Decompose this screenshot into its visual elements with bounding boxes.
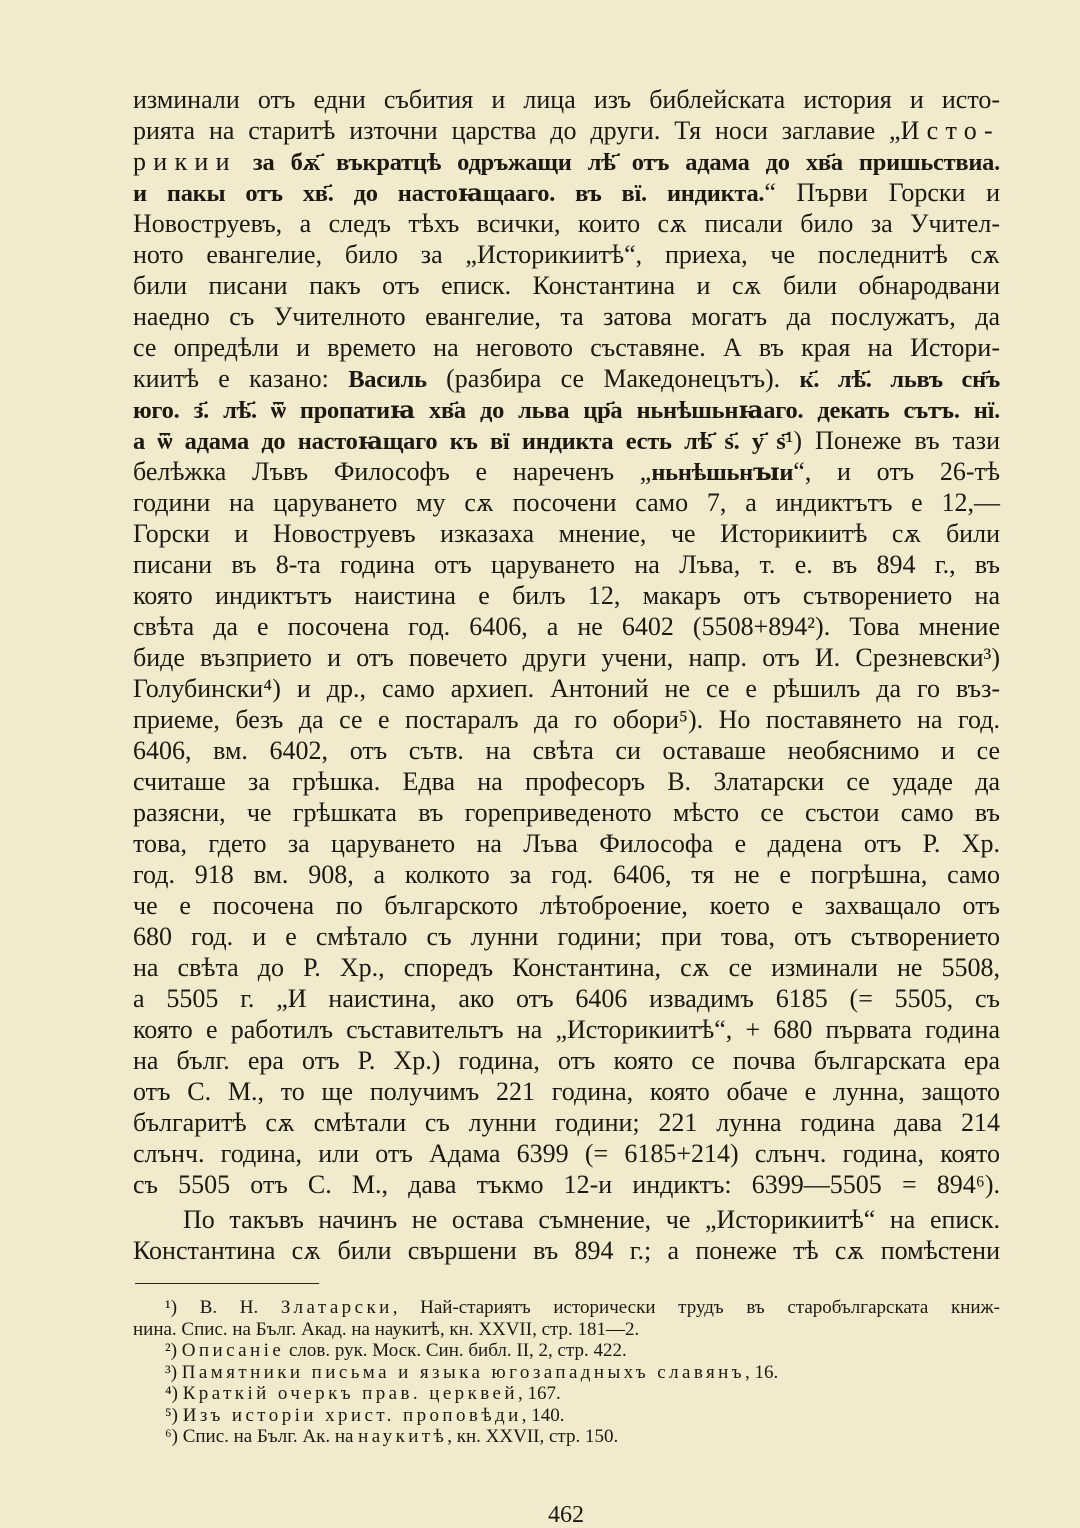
paragraph-new (133, 1204, 1000, 1266)
text-line (133, 549, 1000, 580)
paragraph-continued (133, 84, 1000, 1200)
text-run: а 5505 г. „И наистина, ако отъ 6406 извадимъ 6185 (= 5505, съ (133, 984, 1000, 1013)
text-line (133, 983, 1000, 1014)
text-run: (разбира се Македонецътъ). (426, 364, 800, 393)
text-run: , 140. (521, 1404, 565, 1426)
text-run: , кн. XXVII, стр. 150. (447, 1426, 619, 1447)
text-line (133, 487, 1000, 518)
letter-spaced-text: Златарски (280, 1297, 393, 1318)
text-run: години на царуването му сѫ посочени само 7, а индиктътъ е 12,— (133, 488, 1000, 517)
text-run: българитѣ сѫ смѣтали съ лунни години; 221 лунна година дава 214 (133, 1108, 1000, 1137)
text-line (133, 611, 1000, 642)
letter-spaced-text: Памятники письма и языка югозападныхъ славянъ (181, 1361, 746, 1383)
letter-spaced-text: Краткiй очеркъ прав. церквей (182, 1383, 518, 1404)
text-run: която е работилъ съставительтъ на „Историкиитѣ“, + 680 първата година (133, 1015, 1000, 1044)
text-run: ²) (165, 1340, 182, 1361)
footnote-line (133, 1426, 1000, 1448)
text-line (133, 456, 1000, 487)
letter-spaced-text: Исто- (900, 116, 1000, 145)
footnote-line (133, 1405, 1000, 1427)
page-number: 462 (548, 1502, 584, 1528)
text-run: отъ С. М., то ще получимъ 221 година, която обаче е лунна, защото (133, 1077, 1000, 1106)
text-run: наедно съ Учителното евангелие, та затова могатъ да послужатъ, да (133, 302, 1000, 331)
text-line (133, 735, 1000, 766)
text-line (133, 270, 1000, 301)
text-run: год. 918 вм. 908, а колкото за год. 6406, тя не е погрѣшна, само (133, 860, 1000, 889)
text-run: , Най-стариятъ исторически трудъ въ старобългарската книж- (392, 1297, 1000, 1318)
church-slavonic-text: ньнѣшьнꙑи (651, 459, 794, 486)
text-run: считаше за грѣшка. Едва на професоръ В. Златарски се удаде да (133, 767, 1000, 796)
text-line (133, 208, 1000, 239)
main-text (133, 84, 1000, 1266)
text-run: биде възприето и отъ повечето други учени, напр. отъ И. Срезневски³) (133, 643, 1000, 672)
text-line (133, 859, 1000, 890)
text-line (133, 921, 1000, 952)
text-line (133, 580, 1000, 611)
footnote-line (133, 1362, 1000, 1384)
footnotes (133, 1297, 1000, 1448)
text-run: Голубински⁴) и др., само архиеп. Антоний не се е рѣшилъ да го въз- (133, 674, 1000, 703)
text-run: По такъвъ начинъ не остава съмнение, че „Историкиитѣ“ на еписк. (183, 1205, 1000, 1234)
text-run: ¹) В. Н. (165, 1297, 281, 1318)
letter-spaced-text: Описанiе (181, 1340, 285, 1361)
text-line (133, 1169, 1000, 1200)
text-line (133, 673, 1000, 704)
text-line (133, 1045, 1000, 1076)
text-run: били писани пакъ отъ еписк. Константина и сѫ били обнародвани (133, 271, 1000, 300)
text-run: киитѣ е казано: (133, 364, 349, 393)
text-run: рията на старитѣ източни царства до други. Тя носи заглавие „ (133, 116, 901, 145)
text-run: се опредѣли и времето на неговото съставяне. А въ края на Истори- (133, 333, 1000, 362)
church-slavonic-text: Василь (348, 366, 427, 393)
text-run: , 167. (517, 1383, 561, 1404)
text-run: ³) (165, 1361, 182, 1383)
text-line (133, 363, 1000, 394)
text-run: на бълг. ера отъ Р. Хр.) година, отъ която се почва българската ера (133, 1046, 1000, 1075)
text-run: ното евангелие, било за „Историкиитѣ“, приеха, че последнитѣ сѫ (133, 240, 1000, 269)
footnote-line (133, 1319, 1000, 1341)
text-line (133, 425, 1000, 456)
text-run: слънч. година, или отъ Адама 6399 (= 6185+214) слънч. година, която (133, 1139, 1000, 1168)
text-run: слов. рук. Моск. Син. библ. II, 2, стр. 422. (284, 1340, 627, 1361)
text-line (133, 239, 1000, 270)
text-line (133, 146, 1000, 177)
text-run: 6406, вм. 6402, отъ сътв. на свѣта си оставаше необяснимо и се (133, 736, 1000, 765)
church-slavonic-text: к҃. лѣ҃. львъ сн҃ъ (799, 366, 1000, 393)
text-line (133, 890, 1000, 921)
text-line (133, 1235, 1000, 1266)
text-run: Константина сѫ били свършени въ 894 г.; а понеже тѣ сѫ помѣстени (133, 1236, 1000, 1265)
text-run: съ 5505 отъ С. М., дава тъкмо 12-и индиктъ: 6399—5505 = 894⁶). (133, 1170, 1000, 1199)
footnote-separator (135, 1283, 319, 1284)
text-run: Горски и Новоструевъ изказаха мнение, че Историкиитѣ сѫ били (133, 519, 1000, 548)
text-line (133, 518, 1000, 549)
text-line (133, 1076, 1000, 1107)
text-run: свѣта да е посочена год. 6406, а не 6402 (5508+894²). Това мнение (133, 612, 1000, 641)
footnote-line (133, 1383, 1000, 1405)
text-run: ⁵) (165, 1404, 183, 1426)
text-line (133, 952, 1000, 983)
text-run: ⁴) (165, 1383, 183, 1404)
text-line (133, 177, 1000, 208)
text-line (133, 332, 1000, 363)
church-slavonic-text: а ѿ адама до настоꙗщаго къ вї индикта есть лѣ҃ ѕ҃. у҃ ѕ҃ (133, 428, 786, 455)
text-run: това, гдето за царуването на Лъва Философа е дадена отъ Р. Хр. (133, 829, 1000, 858)
text-line (133, 1014, 1000, 1045)
text-run: разясни, че грѣшката въ гореприведеното мѣсто се състои само въ (133, 798, 1000, 827)
text-run: писани въ 8-та година отъ царуването на Лъва, т. е. въ 894 г., въ (133, 550, 1000, 579)
text-run: приеме, безъ да се е постаралъ да го обори⁵). Но поставянето на год. (133, 705, 1000, 734)
text-run: ⁶) Спис. на Бълг. Ак. на (165, 1426, 359, 1447)
text-run: , 16. (745, 1361, 779, 1383)
text-run: Новоструевъ, а следъ тѣхъ всички, които сѫ писали било за Учител- (133, 209, 1000, 238)
text-line (133, 766, 1000, 797)
text-line (133, 115, 1000, 146)
text-line (133, 394, 1000, 425)
text-line (133, 704, 1000, 735)
text-run: 680 год. и е смѣтало съ лунни години; при това, отъ сътворението (133, 922, 1000, 951)
text-line (133, 828, 1000, 859)
letter-spaced-text: рикии (133, 147, 237, 176)
text-line (133, 301, 1000, 332)
church-slavonic-text: за бѫ҃ въкратцѣ одръжащи лѣ҃ отъ адама до хв҃а пришьствиа. (236, 149, 1000, 176)
letter-spaced-text: Изъ исторiи христ. проповѣди (182, 1404, 522, 1426)
footnote-line (133, 1340, 1000, 1362)
text-run: белѣжка Лъвъ Философъ е нареченъ „ (133, 457, 652, 486)
letter-spaced-text: наукитѣ (358, 1426, 448, 1447)
text-line (133, 84, 1000, 115)
text-line (133, 642, 1000, 673)
church-slavonic-text: и пакы отъ хв҃. до настоꙗщааго. въ вї. индикта. (133, 180, 765, 207)
text-run: която индиктътъ наистина е билъ 12, макаръ отъ сътворението на (133, 581, 1000, 610)
text-run: нина. Спис. на Бълг. Акад. на наукитѣ, кн. XXVII, стр. 181—2. (133, 1318, 640, 1340)
text-run: ¹) Понеже въ тази (785, 426, 1000, 455)
text-run: на свѣта до Р. Хр., споредъ Константина, сѫ се изминали не 5508, (133, 953, 1000, 982)
church-slavonic-text: юго. з҃. лѣ҃. ѿ пропатиꙗ хв҃а до льва цр҃а ньнѣшьнꙗаго. декать сътъ. нї. (133, 397, 1000, 424)
text-line (133, 1204, 1000, 1235)
text-run: изминали отъ едни събития и лица изъ библейската история и исто- (133, 85, 1000, 114)
text-line (133, 1138, 1000, 1169)
text-line (133, 1107, 1000, 1138)
text-run: “ Първи Горски и (764, 178, 1001, 207)
text-line (133, 797, 1000, 828)
footnote-line (133, 1297, 1000, 1319)
text-run: че е посочена по българското лѣтоброение, което е захващало отъ (133, 891, 1000, 920)
text-run: “, и отъ 26-тѣ (793, 457, 1000, 486)
